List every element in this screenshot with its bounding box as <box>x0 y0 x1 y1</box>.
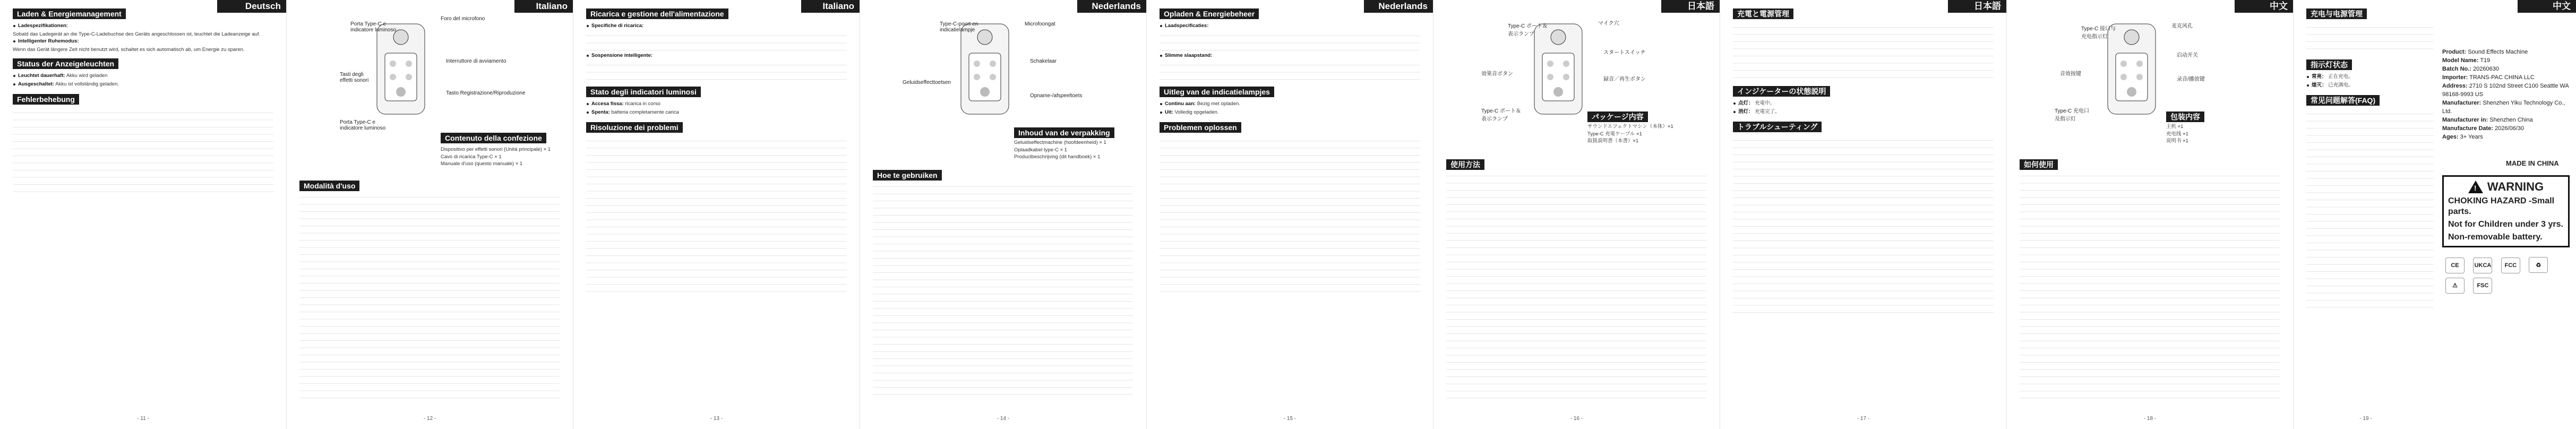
page-number: - 19 - <box>2359 416 2372 422</box>
section-heading: Ricarica e gestione dell'alimentazione <box>586 8 728 19</box>
section-heading: Uitleg van de indicatielampjes <box>1160 87 1274 97</box>
product-info: Product: Sound Effects Machine Model Name: T19 Batch No.: 20260630 Importer: TRANS-PAC CHINA LLC Address: 2710 S 102nd Street C100 Seattle WA 98168-9993 US Manufacturer: Shenzhen Yiku Technology Co., Ltd. Manufacturer in: Shenzhen China Manufacture Date: 2026/06/30 Ages: 3+ Years <box>2442 49 2569 140</box>
page-de: Deutsch Laden & Energiemanagement Ladespezifikationen: Sobald das Ladegerät an die Type-C-Ladebuchse des Geräts angeschlossen ist, leuchtet die Ladeanzeige auf. Intelligenter Ruhemodus: Wenn das Gerät längere Zeit nicht benutzt wird, schaltet es sich automatisch ab, um Energie zu sparen. Status der Anzeigeleuchten Leuchtet dauerhaft: Akku wird geladen Ausgeschaltet: Akku ist vollständig geladen. Fehlerbehebung - 11 - <box>0 0 287 429</box>
device-illustration <box>366 19 435 119</box>
lang-tab: 日本語 <box>1948 0 2006 13</box>
section-heading: 充电与电源管理 <box>2306 8 2367 19</box>
page-number: - 11 - <box>137 416 149 422</box>
lang-tab: 日本語 <box>1661 0 1720 13</box>
section-heading: 充電と電源管理 <box>1733 8 1793 19</box>
section-heading: Contenuto della confezione <box>441 133 546 143</box>
section-heading: Inhoud van de verpakking <box>1014 127 1114 138</box>
lang-tab: Nederlands <box>1364 0 1433 13</box>
page-it2: Italiano Ricarica e gestione dell'alimentazione Specifiche di ricarica: Sospensione intelligente: Stato degli indicatori luminosi Accesa fissa: ricarica in corso Spenta: batteria completamente carica Risoluzione dei problemi - 13 - <box>573 0 860 429</box>
page-ja: 日本語 Type-C ポート＆表示ランプ マイク穴 スタートスイッチ 効果音ボタン 録音／再生ボタン Type-C ポート＆表示ランプ パッケージ内容 サウンドエフェクトマシン（本体）×1 Type-C 充電ケーブル ×1 取扱説明書（本書）×1 使用方法 - 16 - <box>1433 0 1720 429</box>
page-number: - 17 - <box>1857 416 1870 422</box>
page-number: - 18 - <box>2143 416 2157 422</box>
page-number: - 14 - <box>997 416 1010 422</box>
page-nl2: Nederlands Opladen & Energiebeheer Laadspecificaties: Slimme slaapstand: Uitleg van de indicatielampjes Continu aan: Bezig met opladen. Uit: Volledig opgeladen. Problemen oplossen - 15 - <box>1147 0 1433 429</box>
section-heading: トラブルシューティング <box>1733 122 1822 132</box>
page-it: Italiano Porta Type-C e indicatore luminoso Foro del microfono Interruttore di avviamento Tasti degli effetti sonori Tasto Registrazione/Riproduzione Porta Type-C e indicatore luminoso Contenuto della confezione Dispositivo per effetti sonori (Unità principale) × 1 Cavo di ricarica Type-C × 1 Manuale d'uso (questo manuale) × 1 Modalità d'uso - 12 - <box>287 0 573 429</box>
lang-tab: Italiano <box>801 0 860 13</box>
lang-tab: Italiano <box>514 0 573 13</box>
section-heading: Laden & Energiemanagement <box>13 8 126 19</box>
made-in-label: MADE IN CHINA <box>2506 159 2559 167</box>
fcc-icon: FCC <box>2501 258 2520 273</box>
section-heading: Fehlerbehebung <box>13 94 79 105</box>
lang-tab: Deutsch <box>217 0 286 13</box>
ce-icon: CE <box>2445 258 2465 273</box>
section-heading: 常见问题解答(FAQ) <box>2306 95 2380 106</box>
cert-logos <box>2442 255 2575 296</box>
page-zh2: 中文 充电与电源管理 指示灯状态 常亮： 正在充电。 熄灭： 已充满电。 常见问题解答(FAQ) - 19 - Product: Sound Effects Machine Model Name: T19 Batch No.: 20260630 Importer: TRANS-PAC CHINA LLC Address: 2710 S 102nd Street C100 Seattle WA 98168-9993 US Manufacturer: Shenzhen Yiku Technology Co., Ltd. Manufacturer in: Shenzhen China Manufacture Date: 2026/06/30 Ages: 3+ Years MADE IN CHINA ! WARNING CHOKING HAZARD -Small parts. Not for Children under 3 yrs. Non-removable battery. CE UKCA FCC ♻ ⚠ FSC <box>2294 0 2576 429</box>
section-heading: Status der Anzeigeleuchten <box>13 58 118 69</box>
page-number: - 15 - <box>1283 416 1296 422</box>
section-heading: Hoe te gebruiken <box>873 170 942 181</box>
warning-box: ! WARNING CHOKING HAZARD -Small parts. Not for Children under 3 yrs. Non-removable battery. <box>2442 175 2570 247</box>
page-ja2: 日本語 充電と電源管理 インジケーターの状態説明 点灯： 充電中。 消灯： 充電完了。 トラブルシューティング - 17 - <box>1720 0 2007 429</box>
section-heading: 如何使用 <box>2020 159 2058 170</box>
section-heading: Opladen & Energiebeheer <box>1160 8 1259 19</box>
section-heading: パッケージ内容 <box>1587 111 1648 122</box>
section-heading: インジケーターの状態説明 <box>1733 86 1830 97</box>
lang-tab: Nederlands <box>1077 0 1146 13</box>
page-zh: 中文 Type-C 接口与充电指示灯 麦克风孔 启动开关 音效按键 录音/播放键 Type-C 充电口及指示灯 包装内容 主机 ×1 充电线 ×1 说明书 ×1 如何使用 - 18 - <box>2007 0 2294 429</box>
lang-tab: 中文 <box>2235 0 2293 13</box>
device-illustration <box>950 19 1019 119</box>
section-heading: 包装内容 <box>2166 111 2204 122</box>
section-heading: 使用方法 <box>1446 159 1484 170</box>
ukca-icon: UKCA <box>2473 258 2492 273</box>
page-number: - 13 - <box>710 416 723 422</box>
warning-icon: ⚠ <box>2445 278 2465 294</box>
fsc-icon: FSC <box>2473 278 2492 294</box>
page-number: - 16 - <box>1570 416 1583 422</box>
section-heading: 指示灯状态 <box>2306 59 2352 70</box>
section-heading: Problemen oplossen <box>1160 122 1241 133</box>
page-number: - 12 - <box>423 416 436 422</box>
page-nl: Nederlands Type-C-poort en indicatielampje Microfoongat Schakelaar Geluidseffecttoetsen Opname-/afspeeltoets Inhoud van de verpakking Geluidseffectmachine (hoofdeenheid) × 1 Oplaadkabel type-C × 1 Productbeschrijving (dit handboek) × 1 Hoe te gebruiken - 14 - <box>860 0 1147 429</box>
section-heading: Stato degli indicatori luminosi <box>586 87 701 97</box>
warning-icon: ! <box>2468 181 2483 193</box>
section-heading: Risoluzione dei problemi <box>586 122 683 133</box>
section-heading: Modalità d'uso <box>299 181 359 191</box>
recycle-icon: ♻ <box>2529 257 2548 273</box>
lang-tab: 中文 <box>2518 0 2576 13</box>
